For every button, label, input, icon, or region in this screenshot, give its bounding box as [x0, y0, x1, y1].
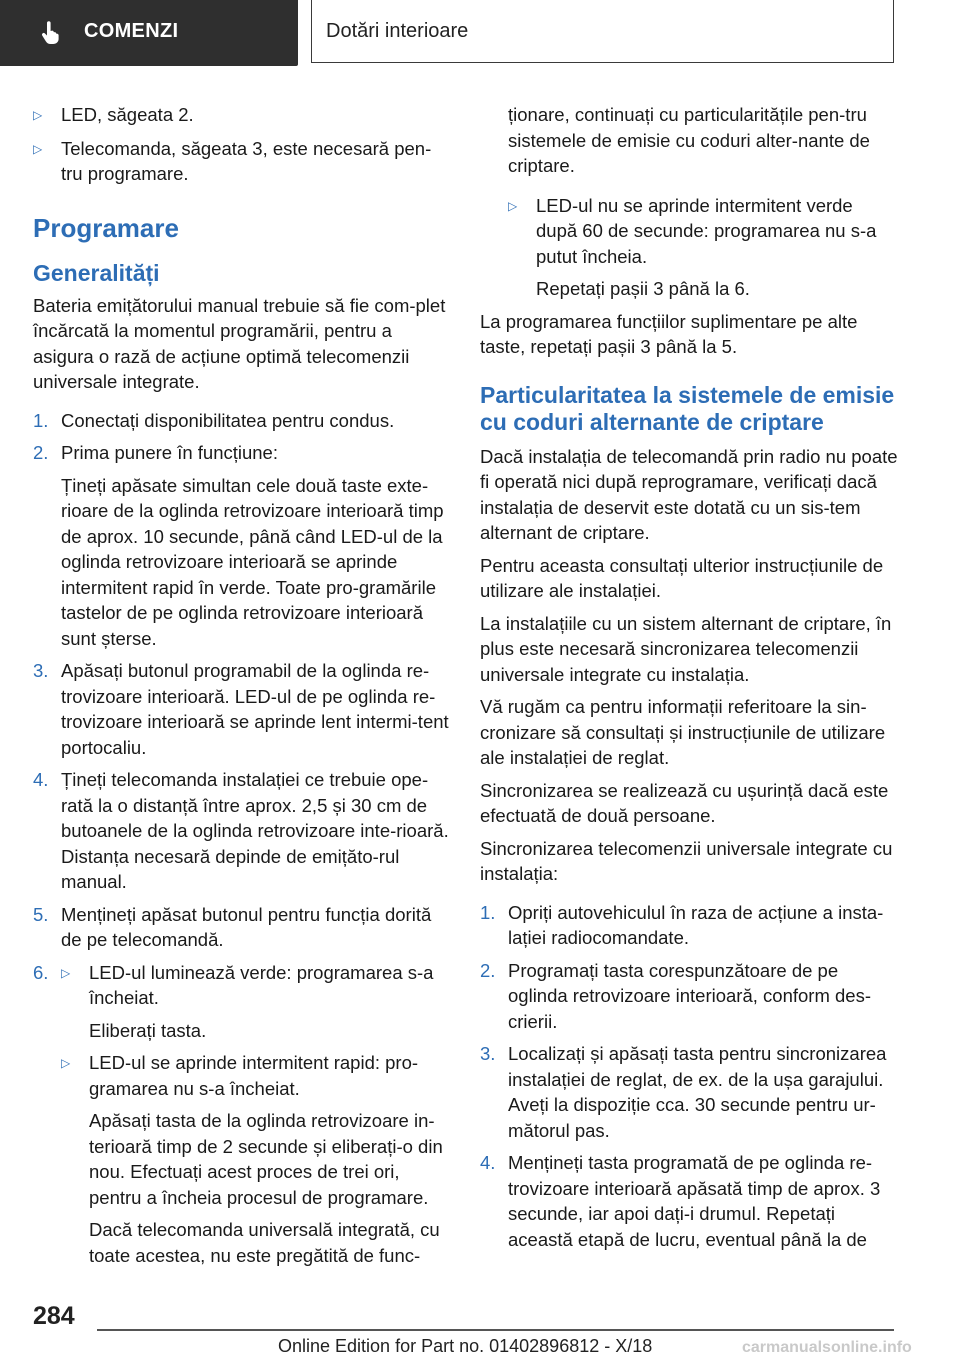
body-paragraph: Bateria emițătorului manual trebuie să fie com-plet încărcată la momentul programării, pentru a asigura o rază de acțiune optimă telecomenzii universale integrate.	[33, 294, 446, 392]
body-paragraph: La programarea funcțiilor suplimentare pe alte taste, repetați pașii 3 până la 5.	[480, 310, 858, 357]
continued-text: ționare, continuați cu particularitățile pen-tru sistemele de emisie cu coduri alter-nante de criptare.	[508, 104, 870, 176]
body-paragraph: Vă rugăm ca pentru informații referitoare la sin-cronizare să consultați și instrucțiunile de utilizare ale instalației de reglat.	[480, 696, 886, 768]
body-paragraph: Sincronizarea telecomenzii universale integrate cu instalația:	[480, 837, 893, 884]
section-heading: Programare	[33, 212, 179, 243]
body-paragraph: La instalațiile cu un sistem alternant de criptare, în plus este necesară sincronizarea telecomenzii universale integrate cu instalația.	[480, 612, 892, 685]
triangle-bullet-icon: ▷	[61, 1056, 71, 1070]
step-item: 2. Programați tasta corespunzătoare de pe oglinda retrovizoare interioară, conform des-crierii.	[480, 959, 871, 1032]
edition-text: Online Edition for Part no. 01402896812 - X/18	[278, 1336, 653, 1356]
step-item: 3. Apăsați butonul programabil de la oglinda re-trovizoare interioară. LED-ul de pe oglinda re-trovizoare interioară se aprinde lent intermi-tent portocaliu.	[33, 660, 449, 758]
watermark: carmanualsonline.info	[742, 1339, 912, 1356]
triangle-bullet-icon: ▷	[508, 198, 518, 213]
step-item: 3. Localizați și apăsați tasta pentru sincronizarea instalației de reglat, de ex. de la ușa garajului. Aveți la dispoziție cca. 30 secunde pentru ur-mătorul pas.	[480, 1043, 887, 1141]
sub-list-item: ▷ LED-ul se aprinde intermitent rapid: pro-gramarea nu s-a încheiat. Apăsați tasta de la oglinda retrovizoare in-terioară timp de 2 secunde și eliberați-o din nou. Efectuați acest proces de trei ori, pentru a încheia procesul de programare. Dacă telecomanda universală integrată, cu toate acestea, nu este pregătită de func-	[61, 1050, 451, 1268]
step-item: 1. Opriți autovehiculul în raza de acțiune a insta-lației radiocomandate.	[480, 901, 884, 948]
step-item: 1. Conectați disponibilitatea pentru condus.	[33, 409, 395, 431]
section-label: Dotări interioare	[326, 20, 469, 42]
body-paragraph: Dacă instalația de telecomandă prin radio nu poate fi operată nici după reprogramare, verificați dacă instalația de deservit este dotată cu un sis-tem alternant de criptare.	[480, 445, 898, 543]
triangle-bullet-icon: ▷	[33, 108, 43, 122]
subsection-heading: Generalități	[33, 259, 160, 286]
triangle-bullet-icon: ▷	[61, 965, 71, 980]
body-paragraph: Pentru aceasta consultați ulterior instrucțiunile de utilizare ale instalației.	[480, 554, 884, 601]
page-header	[0, 0, 960, 66]
hand-pointer-icon	[38, 20, 64, 46]
list-item: ▷ LED-ul nu se aprinde intermitent verde după 60 de secunde: programarea nu s-a putut încheia. Repetați pașii 3 până la 6.	[480, 193, 898, 302]
section-tab[interactable]	[311, 0, 894, 63]
left-column	[33, 102, 451, 1282]
step-item: 4. Mențineți tasta programată de pe oglinda re-trovizoare interioară apăsată timp de aprox. 3 secunde, iar apoi dați-i drumul. Repetați această etapă de lucru, eventual până la de	[480, 1152, 881, 1250]
page-number: 284	[33, 1302, 75, 1330]
right-column	[480, 102, 898, 1259]
step-item: 5. Mențineți apăsat butonul pentru funcția dorită de pe telecomandă.	[33, 903, 432, 950]
subsection-heading: Particularitatea la sistemele de emisie cu coduri alternante de criptare	[480, 381, 895, 435]
step-item: 6. ▷ LED-ul luminează verde: programarea s-a încheiat. Eliberați tasta. ▷ LED-ul se aprinde intermitent rapid: pro-gramarea nu s-a încheiat. Apăsați tasta de la oglinda retrovizoare in-terioară timp de 2 secunde și eliberați-o din nou. Efectuați acest proces de trei ori, pentru a încheia procesul de programare. Dacă telecomanda universală integrată, cu toate acestea, nu este pregătită de func-	[33, 960, 451, 1276]
chapter-tab[interactable]	[0, 0, 298, 66]
list-item: ▷ LED, săgeata 2.	[33, 102, 451, 129]
triangle-bullet-icon: ▷	[33, 141, 43, 156]
sub-list-item: ▷ LED-ul luminează verde: programarea s-a încheiat. Eliberați tasta.	[61, 960, 451, 1044]
chapter-label: COMENZI	[84, 20, 179, 42]
step-item: 4. Țineți telecomanda instalației ce trebuie ope-rată la o distanță între aprox. 2,5 și 30 cm de butoanele de la oglinda retrovizoare inte-rioară. Distanța necesară depinde de emițăto-rul manual.	[33, 769, 449, 892]
step-item: 2. Prima punere în funcțiune: Țineți apăsate simultan cele două taste exte-rioare de la oglinda retrovizoare interioară timp de aprox. 10 secunde, până când LED-ul de la oglinda retrovizoare interioară se aprinde intermitent rapid în verde. Toate pro-gramările tastelor de pe oglinda retrovizoare interioară sunt șterse.	[33, 442, 444, 649]
body-paragraph: Sincronizarea se realizează cu ușurință dacă este efectuată de două persoane.	[480, 779, 889, 826]
footer-divider	[97, 1329, 894, 1331]
list-item: ▷ Telecomanda, săgeata 3, este necesară pen-tru programare.	[33, 136, 451, 187]
